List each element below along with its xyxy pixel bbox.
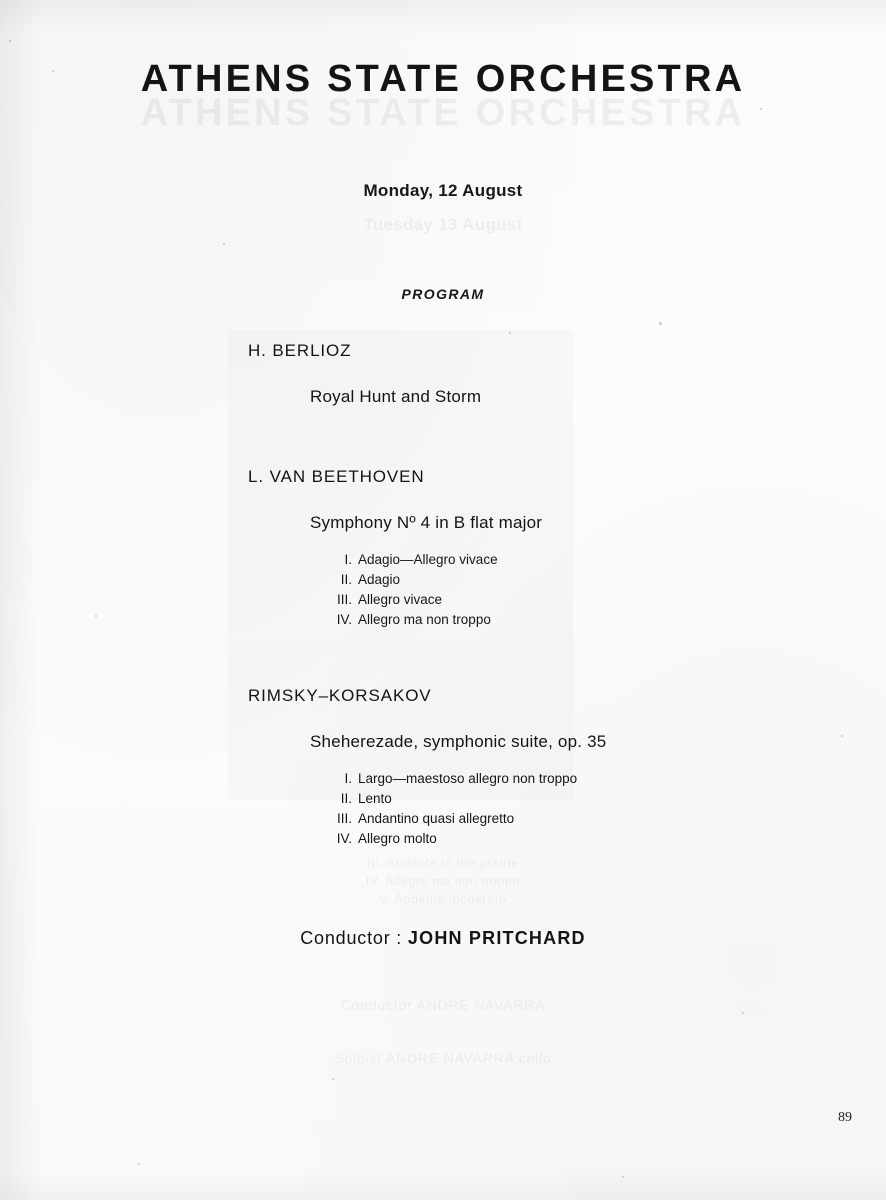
conductor-name: JOHN PRITCHARD (407, 928, 586, 948)
movement-item (328, 590, 542, 610)
movement-number: I. (344, 771, 352, 786)
movement-item (328, 829, 606, 849)
movement-title: Lento (358, 791, 392, 806)
movement-title: Adagio—Allegro vivace (358, 552, 498, 567)
movement-title: Allegro ma non troppo (358, 612, 491, 627)
program-heading: PROGRAM (401, 286, 485, 302)
movement-item (328, 789, 606, 809)
movement-number: III. (336, 592, 352, 607)
movement-number: IV. (336, 612, 352, 627)
piece-title: Royal Hunt and Storm (310, 387, 482, 406)
movement-item (328, 610, 542, 630)
page-title: ATHENS STATE ORCHESTRA (140, 58, 746, 100)
page-title-showthrough: ATHENS STATE ORCHESTRA (140, 92, 746, 134)
page-number: 89 (838, 1110, 852, 1125)
movement-number: IV. (336, 831, 352, 846)
composer-name: H. BERLIOZ (248, 341, 352, 360)
concert-date-showthrough: Tuesday 13 August (363, 215, 523, 234)
movement-title: Andantino quasi allegretto (358, 811, 515, 826)
composer-name: L. VAN BEETHOVEN (248, 467, 425, 486)
work-entry-berlioz (248, 341, 481, 407)
movement-title: Allegro vivace (358, 592, 443, 607)
movement-title: Largo—maestoso allegro non troppo (358, 771, 578, 786)
movement-number: II. (340, 791, 352, 806)
movement-list (328, 769, 606, 849)
work-entry-beethoven (248, 467, 542, 630)
piece-title: Symphony Nº 4 in B flat major (310, 513, 543, 532)
showthrough-conductor: Conductor ANDRE NAVARRA (340, 997, 546, 1013)
showthrough-soloist: Soloist ANDRE NAVARRA cello (334, 1050, 552, 1066)
showthrough-text: V. Andante moderato (379, 892, 507, 906)
movement-item (328, 809, 606, 829)
movement-item (328, 570, 542, 590)
conductor-line (0, 928, 886, 949)
movement-item (328, 550, 542, 570)
conductor-label: Conductor : (300, 928, 403, 948)
movement-list (328, 550, 542, 630)
movement-title: Allegro molto (358, 831, 437, 846)
composer-name: RIMSKY–KORSAKOV (248, 686, 432, 705)
movement-number: III. (336, 811, 352, 826)
movement-item (328, 769, 606, 789)
movement-number: I. (344, 552, 352, 567)
piece-title: Sheherezade, symphonic suite, op. 35 (310, 732, 607, 751)
movement-title: Adagio (358, 572, 401, 587)
concert-date: Monday, 12 August (363, 181, 523, 200)
movement-number: II. (340, 572, 352, 587)
work-entry-rimsky-korsakov (248, 686, 606, 849)
showthrough-text: IV. Allegro ma non troppo (365, 874, 521, 888)
showthrough-text: III. Andante in the prairie (367, 856, 519, 870)
